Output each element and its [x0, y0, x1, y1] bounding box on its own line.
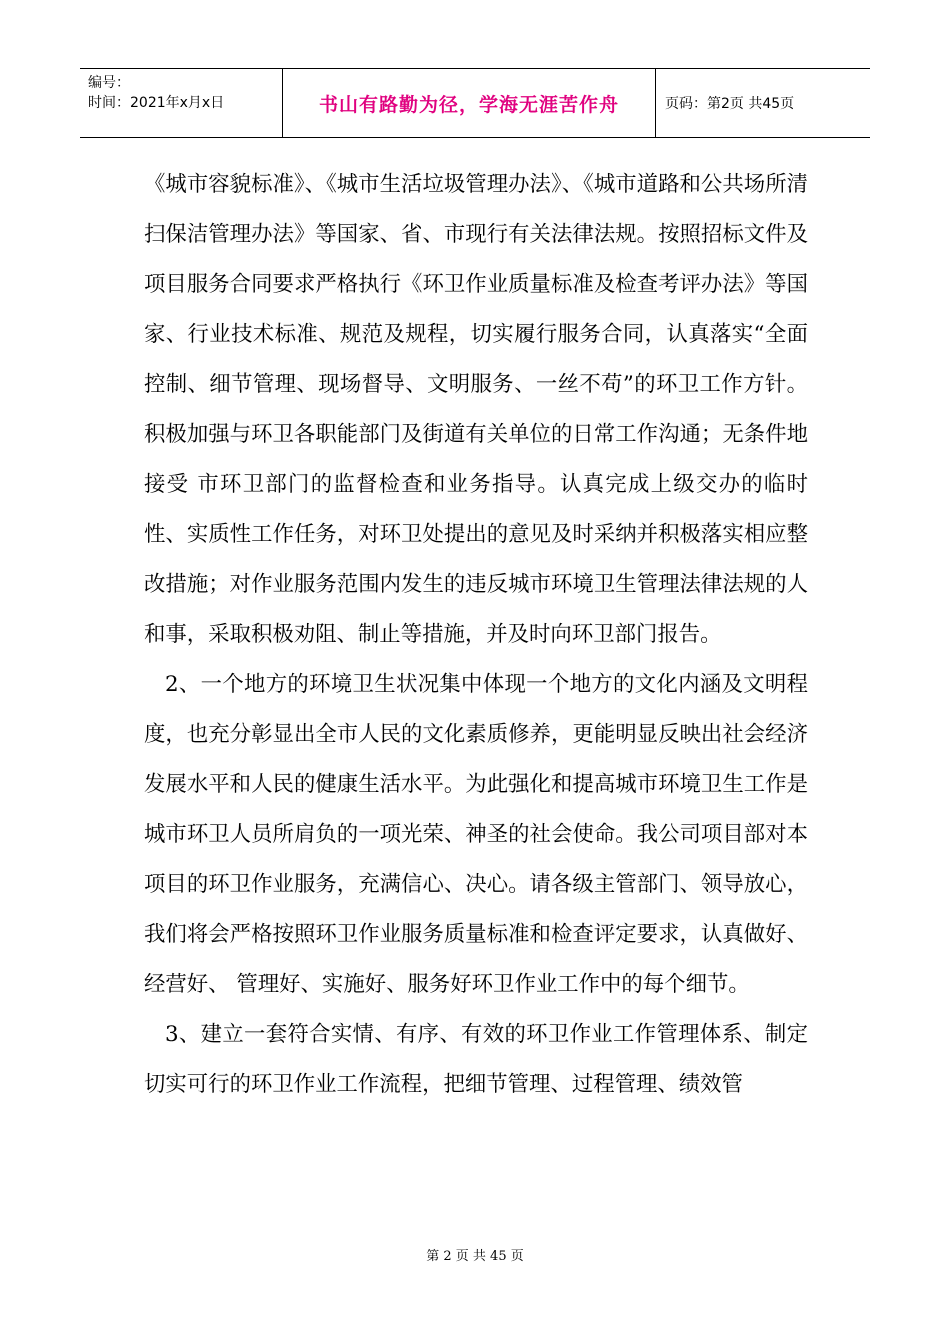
paragraph: 《城市容貌标准》、《城市生活垃圾管理办法》、《城市道路和公共场所清扫保洁管理办法》等国家、省、市现行有关法律法规。按照招标文件及项目服务合同要求严格执行《环卫作业质量标准及检查考评办法》等国家、行业技术标准、规范及规程，切实履行服务合同，认真落实“全面控制、细节管理、现场督导、文明服务、一丝不苟”的环卫工作方针。积极加强与环卫各职能部门及街道有关单位的日常工作沟通；无条件地接受 市环卫部门的监督检查和业务指导。认真完成上级交办的临时性、实质性工作任务，对环卫处提出的意见及时采纳并积极落实相应整改措施；对作业服务范围内发生的违反城市环境卫生管理法律法规的人和事，采取积极劝阻、制止等措施，并及时向环卫部门报告。 [144, 172, 808, 647]
paragraph: 3、建立一套符合实情、有序、有效的环卫作业工作管理体系、制定切实可行的环卫作业工作流程，把细节管理、过程管理、绩效管 [144, 1022, 808, 1097]
header-motto: 书山有路勤为径，学海无涯苦作舟 [318, 93, 619, 116]
date-line: 时间：2021年x月x日 [88, 95, 225, 111]
body-text [144, 160, 808, 1110]
header-meta [88, 73, 224, 113]
header-divider [655, 69, 656, 137]
page-header [80, 68, 870, 138]
header-page-info: 页码：第2页 共45页 [665, 96, 795, 112]
number-label: 编号： [88, 75, 130, 91]
paragraph: 2、一个地方的环境卫生状况集中体现一个地方的文化内涵及文明程度，也充分彰显出全市人民的文化素质修养，更能明显反映出社会经济发展水平和人民的健康生活水平。为此强化和提高城市环境卫生工作是城市环卫人员所肩负的一项光荣、神圣的社会使命。我公司项目部对本项目的环卫作业服务，充满信心、决心。请各级主管部门、领导放心，我们将会严格按照环卫作业服务质量标准和检查评定要求，认真做好、经营好、 管理好、实施好、服务好环卫作业工作中的每个细节。 [144, 672, 808, 997]
page-footer: 第 2 页 共 45 页 [426, 1249, 524, 1264]
